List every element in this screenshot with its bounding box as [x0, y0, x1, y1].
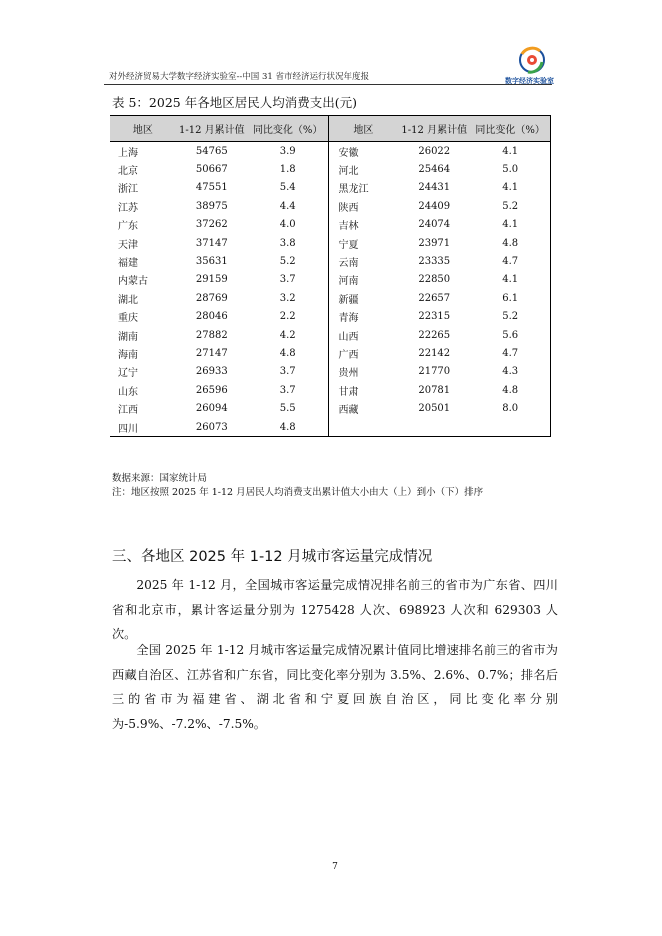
- table-cell: 5.2: [279, 256, 296, 268]
- table-cell: 20501: [418, 403, 451, 415]
- table-cell: 23971: [418, 237, 451, 249]
- table-cell: 山东: [118, 386, 138, 398]
- table-row: [110, 252, 551, 270]
- table-cell: 24409: [418, 200, 451, 212]
- table-cell: 甘肃: [328, 381, 398, 399]
- table-cell: 4.4: [279, 200, 296, 212]
- table-row: [110, 363, 551, 381]
- table-cell: 4.1: [470, 179, 550, 197]
- table-cell: 4.1: [470, 271, 550, 289]
- table-cell: 黑龙江: [328, 179, 398, 197]
- table-cell: 26933: [195, 366, 228, 378]
- column-header: 1-12 月累计值: [398, 116, 470, 142]
- table-row: [110, 197, 551, 215]
- table-cell: 5.2: [470, 308, 550, 326]
- table-cell: 22142: [418, 347, 451, 359]
- table-cell: 重庆: [118, 313, 138, 325]
- table-cell: 2.2: [279, 311, 296, 323]
- table-cell: 3.2: [279, 292, 296, 304]
- header-divider: [104, 84, 552, 85]
- table-row: [110, 142, 551, 161]
- table-cell: 河南: [328, 271, 398, 289]
- table-cell: 福建: [118, 258, 138, 270]
- table-cell: 26596: [195, 384, 228, 396]
- table-row: [110, 344, 551, 362]
- table-cell: 26073: [176, 418, 248, 437]
- paragraph-text: 全国 2025 年 1-12 月城市客运量完成情况累计值同比增速排名前三的省市为西藏自治区、江苏省和广东省，同比变化率分别为 3.5%、2.6%、0.7%；排名后三的省市为福建省、湖北省和宁夏回族自治区，同比变化率分别为-5.9%、-7.2%、-7.5%。: [112, 643, 558, 731]
- table-row: [110, 308, 551, 326]
- table-cell: 3.7: [279, 366, 296, 378]
- table-cell: 湖南: [118, 331, 138, 343]
- table-cell: 广东: [118, 221, 138, 233]
- table-cell: 26094: [195, 403, 228, 415]
- table-cell: 50667: [195, 164, 228, 176]
- table-cell: [328, 418, 398, 437]
- table-cell: 贵州: [328, 363, 398, 381]
- table-note: 注：地区按照 2025 年 1-12 月居民人均消费支出累计值大小由大（上）到小（下）排序: [112, 487, 484, 498]
- table-cell: 28769: [195, 292, 228, 304]
- table-row: [110, 160, 551, 178]
- column-header: 地区: [110, 116, 176, 142]
- table-cell: 22657: [418, 292, 451, 304]
- column-header: 同比变化（%）: [470, 116, 550, 142]
- table-cell: 5.5: [279, 403, 296, 415]
- table-cell: 28046: [195, 311, 228, 323]
- table-row: [110, 418, 551, 437]
- table-cell: 27147: [195, 347, 228, 359]
- table-row: [110, 326, 551, 344]
- table-cell: 安徽: [328, 142, 398, 161]
- paragraph: [112, 638, 558, 736]
- table-cell: 浙江: [118, 184, 138, 196]
- table-cell: 20781: [418, 384, 451, 396]
- table-header-row: [110, 116, 551, 142]
- table-cell: 4.0: [279, 219, 296, 231]
- paragraph: [112, 573, 558, 647]
- column-header: 1-12 月累计值: [176, 116, 248, 142]
- column-header: 地区: [328, 116, 398, 142]
- table-cell: 5.4: [279, 182, 296, 194]
- table-cell: 江苏: [118, 202, 138, 214]
- table-cell: 4.8: [470, 381, 550, 399]
- table-cell: 23335: [418, 256, 451, 268]
- paragraph-text: 2025 年 1-12 月，全国城市客运量完成情况排名前三的省市为广东省、四川省和北京市，累计客运量分别为 1275428 人次、698923 人次和 629303 人次。: [112, 578, 558, 641]
- table-cell: 47551: [195, 182, 228, 194]
- table-cell: 24431: [418, 182, 451, 194]
- table-row: [110, 234, 551, 252]
- table-cell: 宁夏: [328, 234, 398, 252]
- table-cell: 四川: [110, 418, 176, 437]
- table-cell: 22315: [418, 311, 451, 323]
- table-cell: 35631: [195, 256, 228, 268]
- table-cell: 北京: [118, 166, 138, 178]
- section-heading: 三、各地区 2025 年 1-12 月城市客运量完成情况: [112, 549, 433, 565]
- table-row: [110, 271, 551, 289]
- table-cell: 河北: [328, 160, 398, 178]
- table-cell: 4.8: [248, 418, 328, 437]
- table-cell: 37147: [195, 237, 228, 249]
- table-cell: 3.9: [279, 145, 296, 157]
- table-cell: 上海: [118, 147, 138, 159]
- table-cell: [470, 418, 550, 437]
- table-cell: 21770: [418, 366, 451, 378]
- table-cell: 云南: [328, 252, 398, 270]
- table-cell: 4.2: [279, 329, 296, 341]
- table-cell: 青海: [328, 308, 398, 326]
- table-cell: 4.7: [470, 344, 550, 362]
- table-cell: 38975: [195, 200, 228, 212]
- table-cell: 3.7: [279, 274, 296, 286]
- table-cell: 54765: [195, 145, 228, 157]
- table-cell: 5.6: [470, 326, 550, 344]
- table-cell: 6.1: [470, 289, 550, 307]
- table-cell: 1.8: [279, 164, 296, 176]
- consumption-table: [110, 115, 551, 437]
- data-source: 数据来源：国家统计局: [112, 473, 208, 484]
- table-cell: 27882: [195, 329, 228, 341]
- table-cell: 5.0: [470, 160, 550, 178]
- table-cell: 湖北: [118, 294, 138, 306]
- page-number: 7: [332, 862, 338, 872]
- table-cell: 陕西: [328, 197, 398, 215]
- table-cell: 3.8: [279, 237, 296, 249]
- table-cell: 江西: [118, 405, 138, 417]
- table-cell: 8.0: [470, 399, 550, 417]
- logo-caption: 数字经济实验室: [505, 77, 554, 85]
- table-cell: 5.2: [470, 197, 550, 215]
- table-cell: 26022: [418, 145, 451, 157]
- table-cell: 山西: [328, 326, 398, 344]
- table-cell: 4.1: [470, 142, 550, 161]
- table-cell: 4.3: [470, 363, 550, 381]
- table-row: [110, 289, 551, 307]
- table-caption: 表 5：2025 年各地区居民人均消费支出(元): [112, 95, 357, 110]
- table-cell: 4.8: [279, 347, 296, 359]
- table-cell: 24074: [418, 219, 451, 231]
- column-header: 同比变化（%）: [248, 116, 328, 142]
- table-cell: 内蒙古: [118, 276, 148, 288]
- table-cell: 辽宁: [118, 368, 138, 380]
- table-cell: 4.1: [470, 216, 550, 234]
- table-row: [110, 179, 551, 197]
- table-cell: 广西: [328, 344, 398, 362]
- table-cell: 29159: [195, 274, 228, 286]
- report-header: 对外经济贸易大学数字经济实验室--中国 31 省市经济运行状况年度报: [109, 72, 369, 82]
- table-row: [110, 216, 551, 234]
- table-cell: 4.8: [470, 234, 550, 252]
- table-cell: 37262: [195, 219, 228, 231]
- table-cell: 4.7: [470, 252, 550, 270]
- table-cell: [398, 418, 470, 437]
- table-cell: 22265: [418, 329, 451, 341]
- table-cell: 22850: [418, 274, 451, 286]
- table-row: [110, 381, 551, 399]
- table-cell: 天津: [118, 239, 138, 251]
- table-cell: 3.7: [279, 384, 296, 396]
- table-cell: 25464: [418, 164, 451, 176]
- table-row: [110, 399, 551, 417]
- table-cell: 新疆: [328, 289, 398, 307]
- table-cell: 西藏: [328, 399, 398, 417]
- table-cell: 海南: [118, 349, 138, 361]
- table-cell: 吉林: [328, 216, 398, 234]
